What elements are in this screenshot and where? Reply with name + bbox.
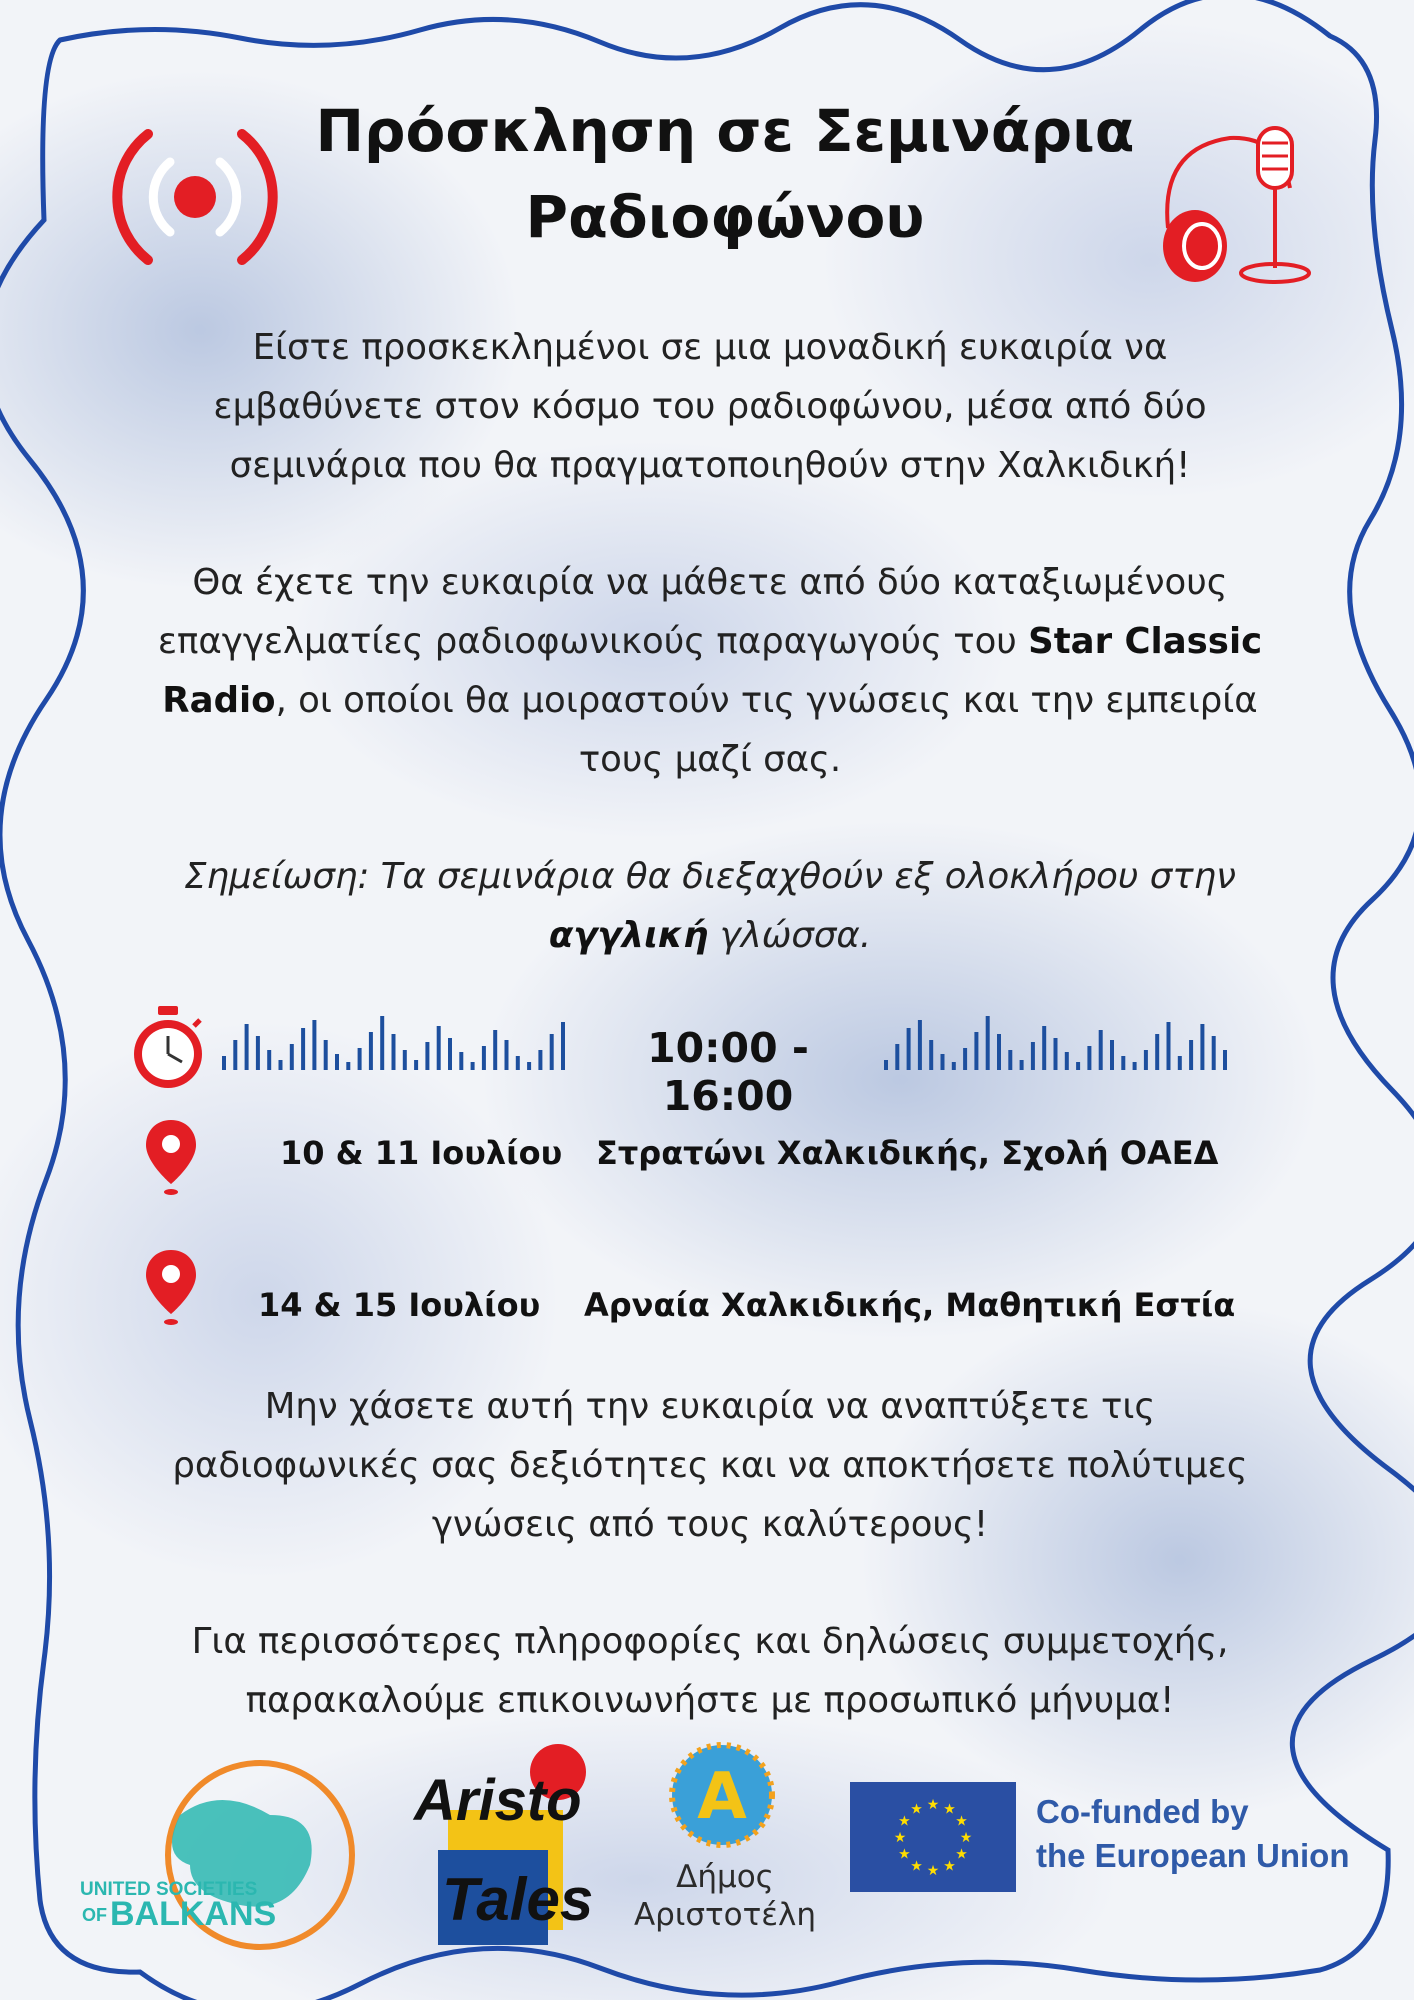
intro-line: εμβαθύνετε στον κόσμο του ραδιοφώνου, μέσα από δύο [213, 386, 1207, 427]
closing-line: ραδιοφωνικές σας δεξιότητες και να αποκτήσετε πολύτιμες [172, 1445, 1248, 1486]
sound-wave-bar [952, 1062, 956, 1070]
aristo-tales-logo [408, 1730, 598, 1955]
producers-line: Θα έχετε την ευκαιρία να μάθετε από δύο καταξιωμένους [192, 562, 1228, 603]
sound-wave-bar [1167, 1022, 1171, 1070]
sound-wave-bar [448, 1038, 452, 1070]
sound-wave-bar [1189, 1040, 1193, 1070]
sound-wave-bar [538, 1050, 542, 1070]
eu-flag-icon [850, 1782, 1016, 1892]
intro-line: σεμινάρια που θα πραγματοποιηθούν στην Χαλκιδική! [229, 445, 1191, 486]
producers-text: , οι οποίοι θα μοιραστούν τις γνώσεις και την εμπειρία [275, 680, 1258, 721]
intro-paragraph [110, 318, 1310, 495]
title-line-1: Πρόσκληση σε Σεμινάρια [315, 97, 1135, 165]
sound-wave-bar [369, 1032, 373, 1070]
sound-wave-icon [218, 1008, 574, 1074]
sound-wave-bar [986, 1016, 990, 1070]
sound-wave-bar [963, 1048, 967, 1070]
sound-wave-bar [1065, 1052, 1069, 1070]
eu-star: ★ [959, 1830, 973, 1846]
eu-funding-text [1036, 1790, 1396, 1878]
sound-wave-bar [1076, 1062, 1080, 1070]
session-place: Στρατώνι Χαλκιδικής, Σχολή ΟΑΕΔ [596, 1134, 1219, 1172]
sound-wave-bar [895, 1044, 899, 1070]
sound-wave-bar [312, 1020, 316, 1070]
aristo-logo-text: Aristo [414, 1768, 582, 1833]
note-line [110, 906, 1310, 965]
sound-wave-bar [1020, 1060, 1024, 1070]
eu-line: the European Union [1036, 1837, 1350, 1874]
eu-star: ★ [926, 1863, 940, 1879]
sound-wave-bar [279, 1060, 283, 1070]
sound-wave-bar [392, 1034, 396, 1070]
usb-logo-text: UNITED SOCIETIES [80, 1879, 258, 1900]
producers-text: επαγγελματίες ραδιοφωνικούς παραγωγούς του [157, 621, 1029, 662]
title-line-2: Ραδιοφώνου [525, 183, 925, 251]
sound-wave-bar [1008, 1050, 1012, 1070]
sound-wave-bar [505, 1040, 509, 1070]
eu-star: ★ [910, 1858, 923, 1875]
sound-wave-bar [324, 1040, 328, 1070]
sound-wave-bar [1178, 1056, 1182, 1070]
sound-wave-bar [256, 1036, 260, 1070]
sound-wave-bar [1031, 1042, 1035, 1070]
sound-wave-bar [301, 1028, 305, 1070]
note-text: γλώσσα. [708, 915, 872, 956]
sound-wave-bar [516, 1056, 520, 1070]
intro-line: Είστε προσκεκλημένοι σε μια μοναδική ευκαιρία να [252, 327, 1168, 368]
sound-wave-bar [550, 1034, 554, 1070]
producers-line [110, 612, 1310, 671]
session-place: Αρναία Χαλκιδικής, Μαθητική Εστία [584, 1286, 1236, 1324]
dimos-line: Δήμος [676, 1859, 774, 1895]
producers-line: τους μαζί σας. [578, 739, 842, 780]
sound-wave-bar [561, 1022, 565, 1070]
session-dates: 10 & 11 Ιουλίου [280, 1134, 563, 1172]
sound-wave-bar [1200, 1024, 1204, 1070]
location-pin-icon [144, 1118, 198, 1198]
sound-wave-bar [380, 1016, 384, 1070]
sound-wave-bar [425, 1042, 429, 1070]
sound-wave-bar [1121, 1056, 1125, 1070]
location-pin-icon [144, 1248, 198, 1328]
session-dates: 14 & 15 Ιουλίου [258, 1286, 541, 1324]
usb-logo [70, 1745, 375, 1960]
producers-paragraph [110, 553, 1310, 789]
usb-logo-text: OF [82, 1905, 107, 1925]
sound-wave-bar [1133, 1062, 1137, 1070]
producers-line [110, 671, 1310, 730]
sound-wave-bar [403, 1050, 407, 1070]
closing-line: γνώσεις από τους καλύτερους! [431, 1504, 989, 1545]
dimos-logo [667, 1740, 777, 1850]
aristo-logo-text: Tales [442, 1866, 594, 1933]
language-name: αγγλική [548, 915, 709, 956]
sound-wave-bar [290, 1044, 294, 1070]
sound-wave-icon [880, 1008, 1236, 1074]
sound-wave-bar [907, 1028, 911, 1070]
sound-wave-bar [884, 1060, 888, 1070]
sound-wave-bar [918, 1020, 922, 1070]
sound-wave-bar [459, 1052, 463, 1070]
language-note [110, 847, 1310, 965]
sound-wave-bar [414, 1060, 418, 1070]
sound-wave-bar [335, 1054, 339, 1070]
sound-wave-bar [997, 1034, 1001, 1070]
sound-wave-bar [437, 1026, 441, 1070]
sound-wave-bar [267, 1050, 271, 1070]
sound-wave-bar [358, 1048, 362, 1070]
sound-wave-bar [245, 1024, 249, 1070]
usb-logo-text: BALKANS [110, 1895, 277, 1933]
sound-wave-bar [346, 1062, 350, 1070]
sound-wave-bar [1054, 1038, 1058, 1070]
eu-star: ★ [926, 1797, 940, 1813]
sound-wave-bar [233, 1040, 237, 1070]
eu-star: ★ [955, 1846, 968, 1863]
eu-line: Co-funded by [1036, 1793, 1249, 1830]
dimos-name [600, 1858, 850, 1934]
eu-star: ★ [955, 1813, 968, 1830]
closing-line: Μην χάσετε αυτή την ευκαιρία να αναπτύξετε τις [264, 1386, 1156, 1427]
sound-wave-bar [471, 1062, 475, 1070]
headphones-microphone-icon [1150, 118, 1320, 293]
broadcast-icon [100, 112, 290, 282]
sound-wave-bar [1155, 1034, 1159, 1070]
note-line: Σημείωση: Τα σεμινάρια θα διεξαχθούν εξ ολοκλήρου στην [184, 856, 1236, 897]
stopwatch-icon [128, 1004, 208, 1092]
sound-wave-bar [1099, 1030, 1103, 1070]
sound-wave-bar [1087, 1046, 1091, 1070]
eu-star: ★ [910, 1801, 923, 1818]
eu-star: ★ [943, 1801, 956, 1818]
session-time: 10:00 - 16:00 [647, 1024, 809, 1120]
eu-star: ★ [898, 1813, 911, 1830]
sound-wave-bar [1144, 1050, 1148, 1070]
dimos-logo-letter: A [697, 1760, 747, 1834]
sound-wave-bar [222, 1056, 226, 1070]
dimos-line: Αριστοτέλη [633, 1897, 817, 1933]
eu-star: ★ [893, 1830, 907, 1846]
page-title [300, 88, 1150, 260]
station-name: Star Classic [1028, 621, 1263, 662]
sound-wave-bar [941, 1054, 945, 1070]
sound-wave-bar [1042, 1026, 1046, 1070]
sound-wave-bar [1223, 1050, 1227, 1070]
eu-star: ★ [898, 1846, 911, 1863]
contact-line: παρακαλούμε επικοινωνήστε με προσωπικό μήνυμα! [245, 1680, 1175, 1721]
sound-wave-bar [929, 1040, 933, 1070]
sound-wave-bar [493, 1030, 497, 1070]
sound-wave-bar [1212, 1036, 1216, 1070]
eu-star: ★ [943, 1858, 956, 1875]
sound-wave-bar [482, 1046, 486, 1070]
closing-paragraph [110, 1377, 1310, 1554]
contact-line: Για περισσότερες πληροφορίες και δηλώσεις συμμετοχής, [191, 1621, 1229, 1662]
contact-paragraph [110, 1612, 1310, 1730]
sound-wave-bar [1110, 1040, 1114, 1070]
sound-wave-bar [527, 1062, 531, 1070]
sound-wave-bar [974, 1032, 978, 1070]
station-name: Radio [162, 680, 276, 721]
